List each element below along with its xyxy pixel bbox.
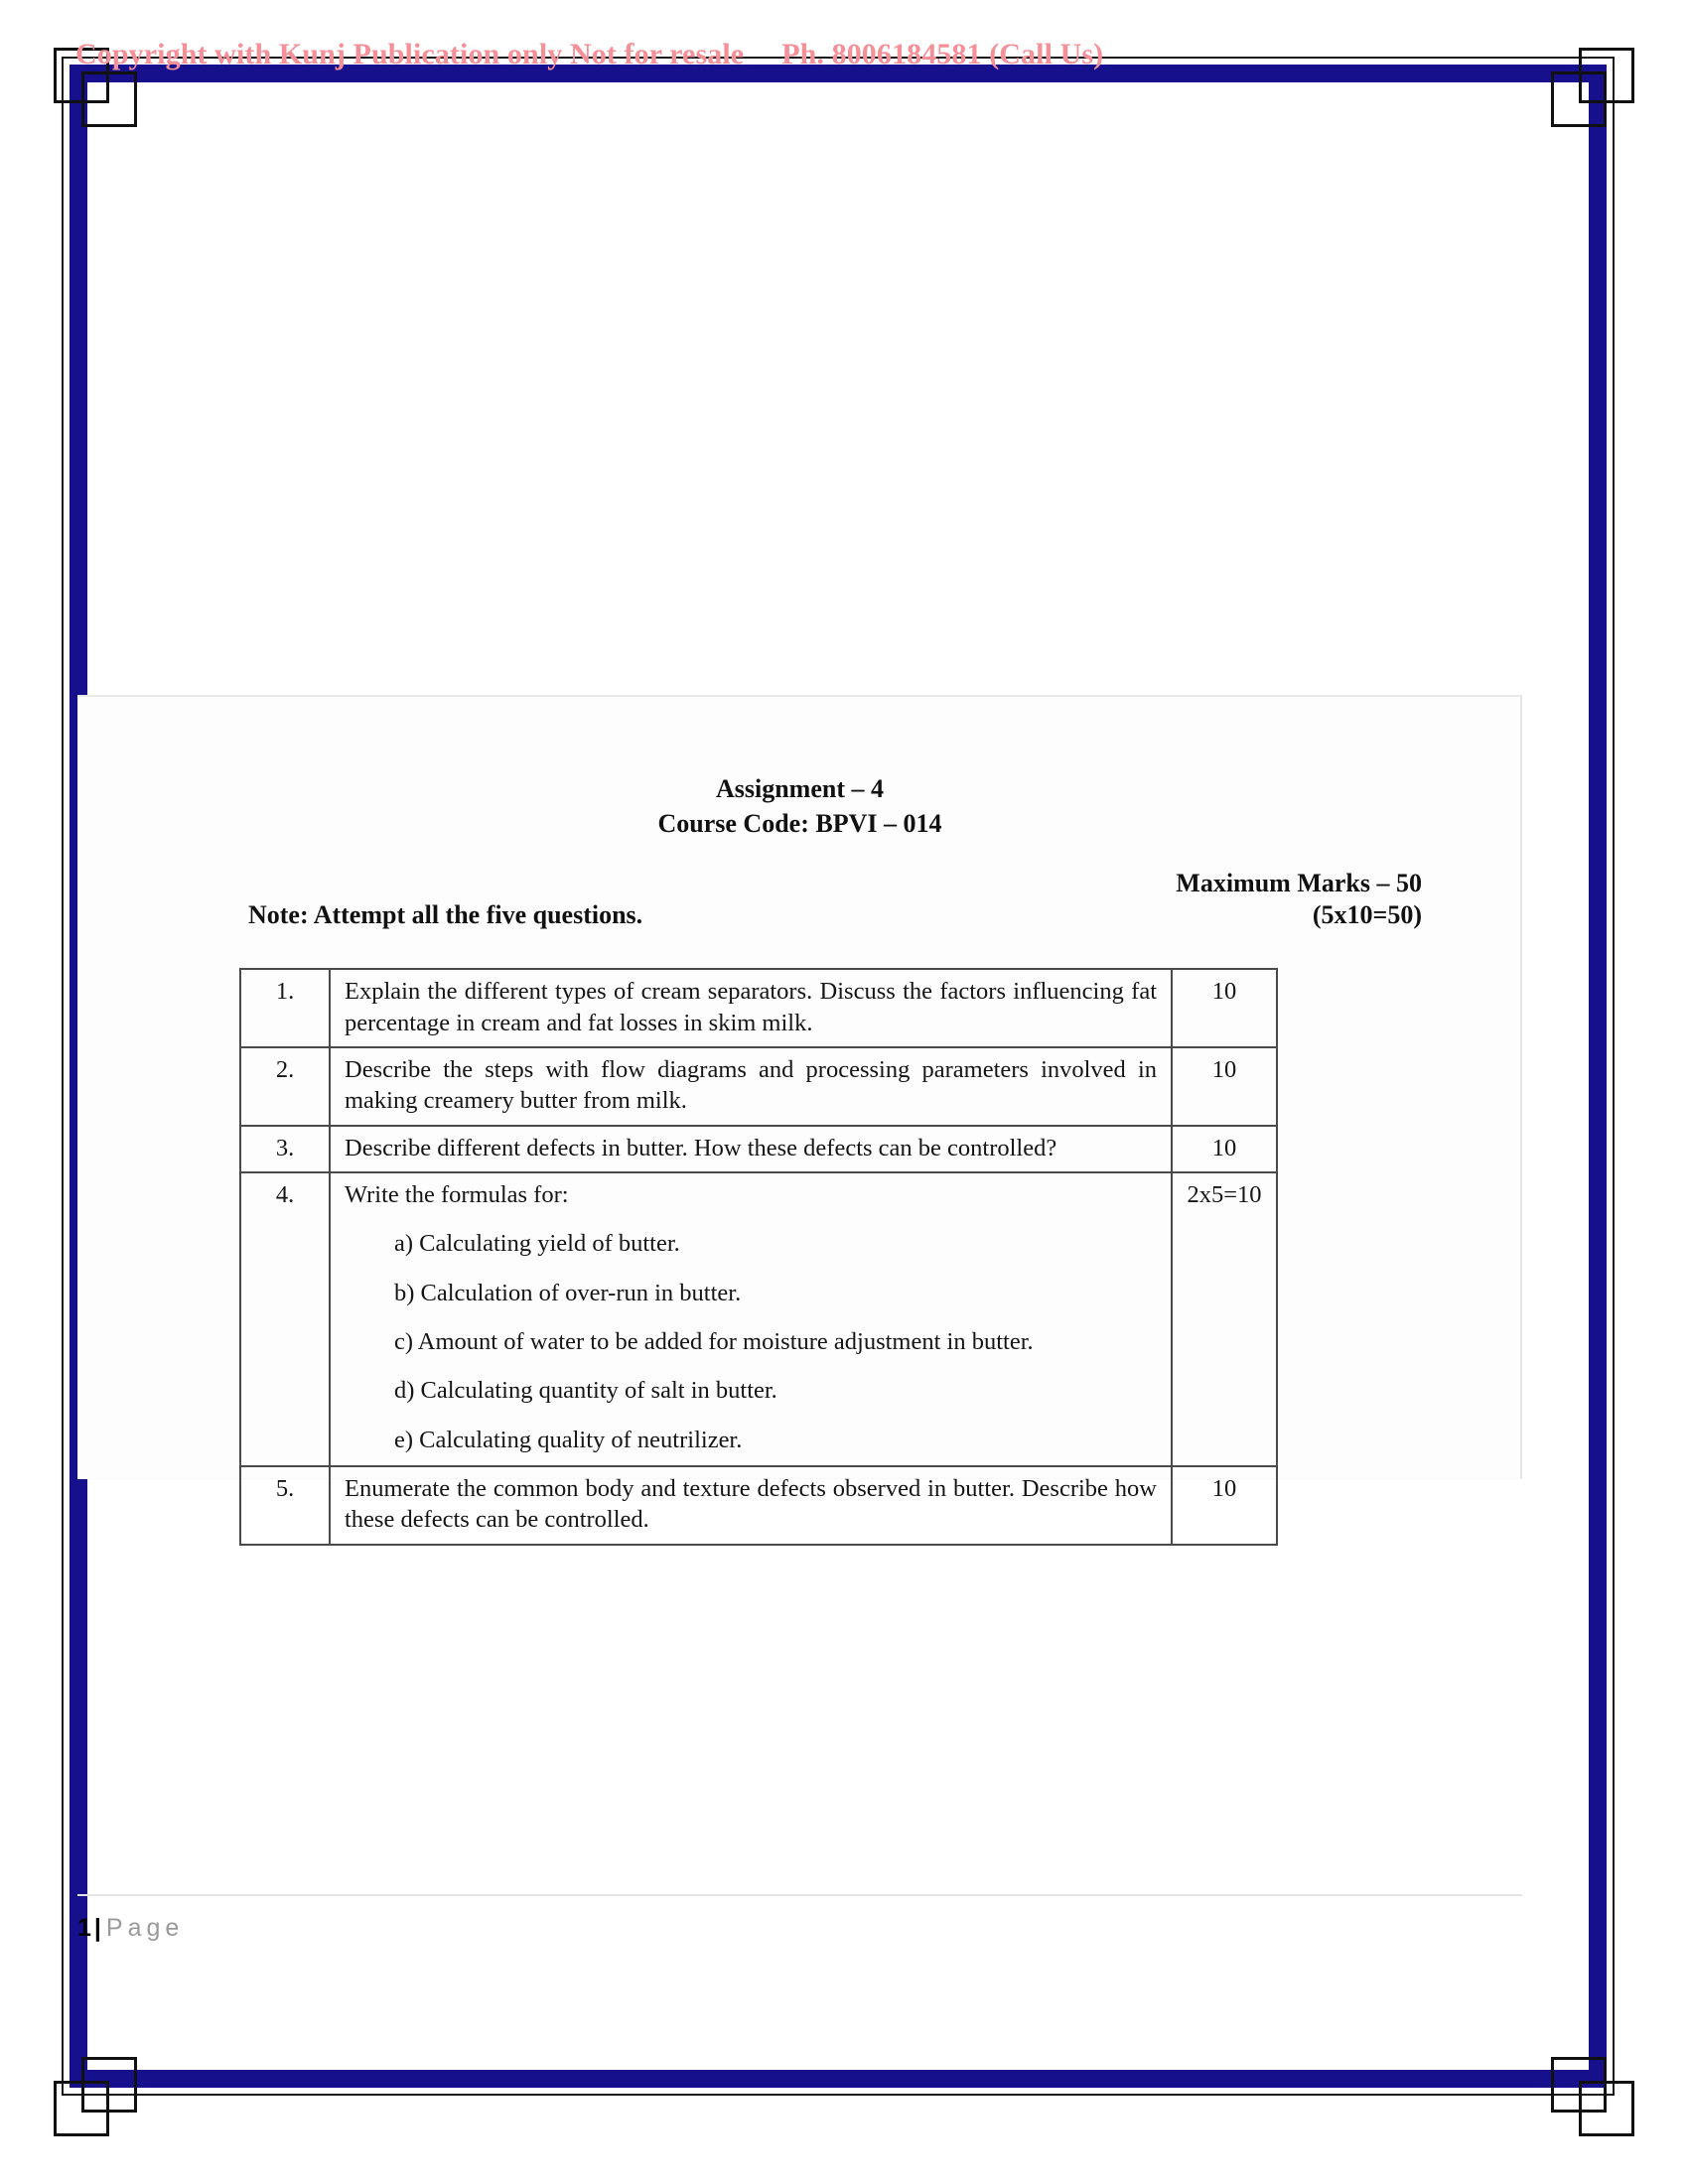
question-marks: 10 xyxy=(1172,1047,1277,1126)
footer-page-indicator xyxy=(77,1914,1522,1943)
question-marks: 10 xyxy=(1172,1466,1277,1545)
question-text: Explain the different types of cream separators. Discuss the factors influencing fat percentage in cream and fat losses in skim milk. xyxy=(330,969,1172,1047)
footer-divider xyxy=(77,1894,1522,1896)
question-number: 2. xyxy=(240,1047,330,1126)
course-code: Course Code: BPVI – 014 xyxy=(657,808,942,838)
footer-page-number: 1 xyxy=(77,1914,91,1942)
question-marks: 2x5=10 xyxy=(1172,1172,1277,1466)
question-text xyxy=(330,1126,1172,1172)
list-item: c) Amount of water to be added for moisture adjustment in butter. xyxy=(394,1328,1034,1356)
list-item: e) Calculating quality of neutrilizer. xyxy=(394,1426,743,1453)
question-marks: 10 xyxy=(1172,1126,1277,1172)
table-row xyxy=(240,1172,1277,1466)
question-text-line: Write the formulas for: xyxy=(345,1180,569,1208)
assignment-content xyxy=(77,695,1522,1546)
maximum-marks: Maximum Marks – 50 xyxy=(1176,869,1422,898)
assignment-title-block xyxy=(77,772,1522,841)
table-row xyxy=(240,1466,1277,1545)
assignment-title: Assignment – 4 xyxy=(715,774,884,803)
marks-breakdown: (5x10=50) xyxy=(1312,900,1422,930)
table-row xyxy=(240,969,1277,1047)
questions-table xyxy=(239,968,1278,1546)
note-and-breakdown-row xyxy=(77,900,1522,934)
question-text xyxy=(330,1172,1172,1466)
question-number: 4. xyxy=(240,1172,330,1466)
copyright-watermark-header xyxy=(75,38,1466,71)
footer-separator: | xyxy=(93,1914,101,1942)
phone-notice-text: Ph. 8006184581 (Call Us) xyxy=(781,38,1104,70)
table-row xyxy=(240,1047,1277,1126)
question-sub-items xyxy=(345,1228,1157,1455)
copyright-notice-text: Copyright with Kunj Publication only Not for resale xyxy=(75,38,745,70)
question-number: 1. xyxy=(240,969,330,1047)
table-row xyxy=(240,1126,1277,1172)
question-text: Enumerate the common body and texture defects observed in butter. Describe how these defects can be controlled. xyxy=(330,1466,1172,1545)
list-item: d) Calculating quantity of salt in butter. xyxy=(394,1377,777,1405)
question-number: 5. xyxy=(240,1466,330,1545)
list-item: b) Calculation of over-run in butter. xyxy=(394,1279,742,1306)
question-marks: 10 xyxy=(1172,969,1277,1047)
list-item: a) Calculating yield of butter. xyxy=(394,1230,680,1258)
question-text-line: Describe different defects in butter. How these defects can be controlled? xyxy=(345,1134,1057,1161)
attempt-note: Note: Attempt all the five questions. xyxy=(248,900,643,930)
page-footer xyxy=(77,1894,1522,1943)
footer-page-word: Page xyxy=(105,1914,185,1942)
question-text: Describe the steps with flow diagrams and processing parameters involved in making creamery butter from milk. xyxy=(330,1047,1172,1126)
question-number: 3. xyxy=(240,1126,330,1172)
